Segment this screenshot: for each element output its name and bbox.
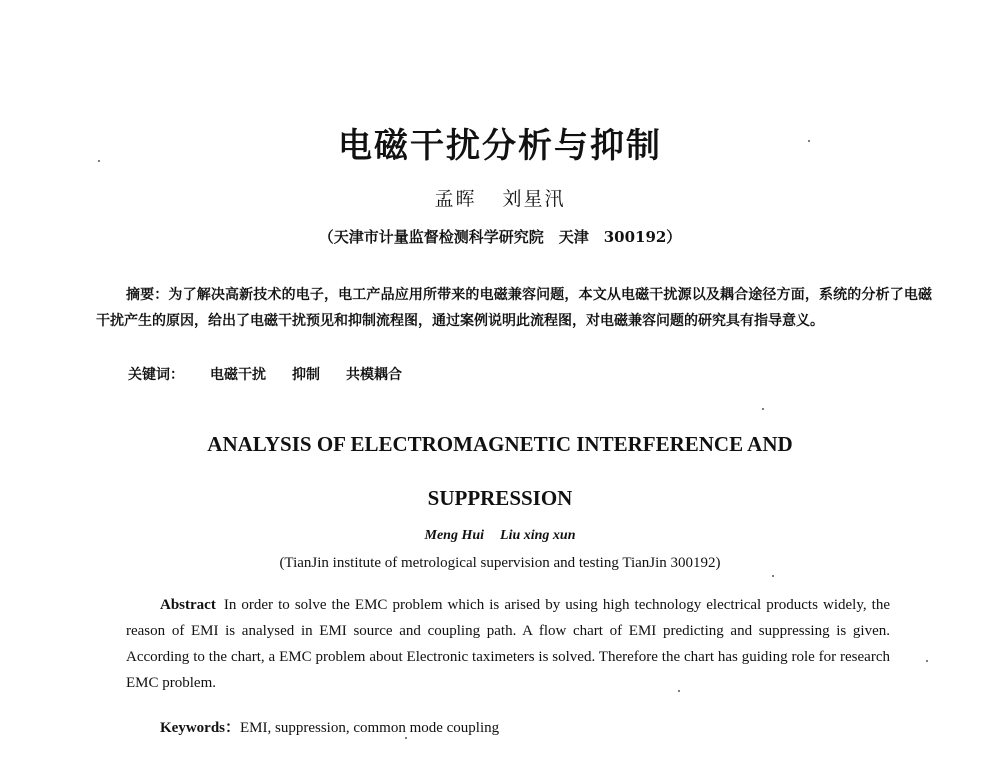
english-title-line-1: ANALYSIS OF ELECTROMAGNETIC INTERFERENCE AND xyxy=(207,432,793,456)
chinese-authors xyxy=(0,184,1000,211)
english-abstract-label: Abstract xyxy=(160,597,216,613)
english-authors xyxy=(0,528,1000,544)
english-keywords-text: EMI, suppression, common mode coupling xyxy=(240,720,500,736)
english-author-2: Liu xing xun xyxy=(500,528,576,543)
scan-speck xyxy=(808,140,810,142)
english-keywords-label: Keywords： xyxy=(160,720,240,736)
scan-speck xyxy=(98,160,100,162)
english-abstract xyxy=(126,592,890,696)
chinese-title: 电磁干扰分析与抑制 xyxy=(338,126,662,166)
scan-speck xyxy=(678,690,680,692)
chinese-keywords-label: 关键词： xyxy=(128,367,184,383)
english-keywords xyxy=(160,716,860,737)
scan-speck xyxy=(926,660,928,662)
chinese-keyword-1: 电磁干扰 xyxy=(210,367,266,383)
english-affiliation: (TianJin institute of metrological supervision and testing TianJin 300192) xyxy=(279,555,721,571)
chinese-abstract: 摘要：为了解决高新技术的电子，电工产品应用所带来的电磁兼容问题，本文从电磁干扰源以及耦合途径方面，系统的分析了电磁干扰产生的原因，给出了电磁干扰预见和抑制流程图，通过案例说明此流程图，对电磁兼容问题的研究具有指导意义。 xyxy=(96,287,932,329)
chinese-author-2: 刘星汛 xyxy=(502,188,566,210)
scan-speck xyxy=(762,408,764,410)
chinese-affiliation: （天津市计量监督检测科学研究院 天津 300192） xyxy=(318,228,682,246)
chinese-keyword-2: 抑制 xyxy=(292,367,320,383)
chinese-keyword-3: 共模耦合 xyxy=(346,367,402,383)
english-abstract-text: In order to solve the EMC problem which is arised by using high technology electrical products widely, the reason of EMI is analysed in EMI source and coupling path. A flow chart of EMI predicting and suppressing is given. According to the chart, a EMC problem about Electronic taximeters is solved. Therefore the chart has guiding role for research EMC problem. xyxy=(126,597,890,691)
scan-speck xyxy=(405,737,407,739)
english-title-line-2: SUPPRESSION xyxy=(427,486,573,510)
english-author-1: Meng Hui xyxy=(424,528,485,543)
chinese-keywords xyxy=(128,364,828,384)
scan-speck xyxy=(772,575,774,577)
chinese-author-1: 孟晖 xyxy=(434,188,477,210)
